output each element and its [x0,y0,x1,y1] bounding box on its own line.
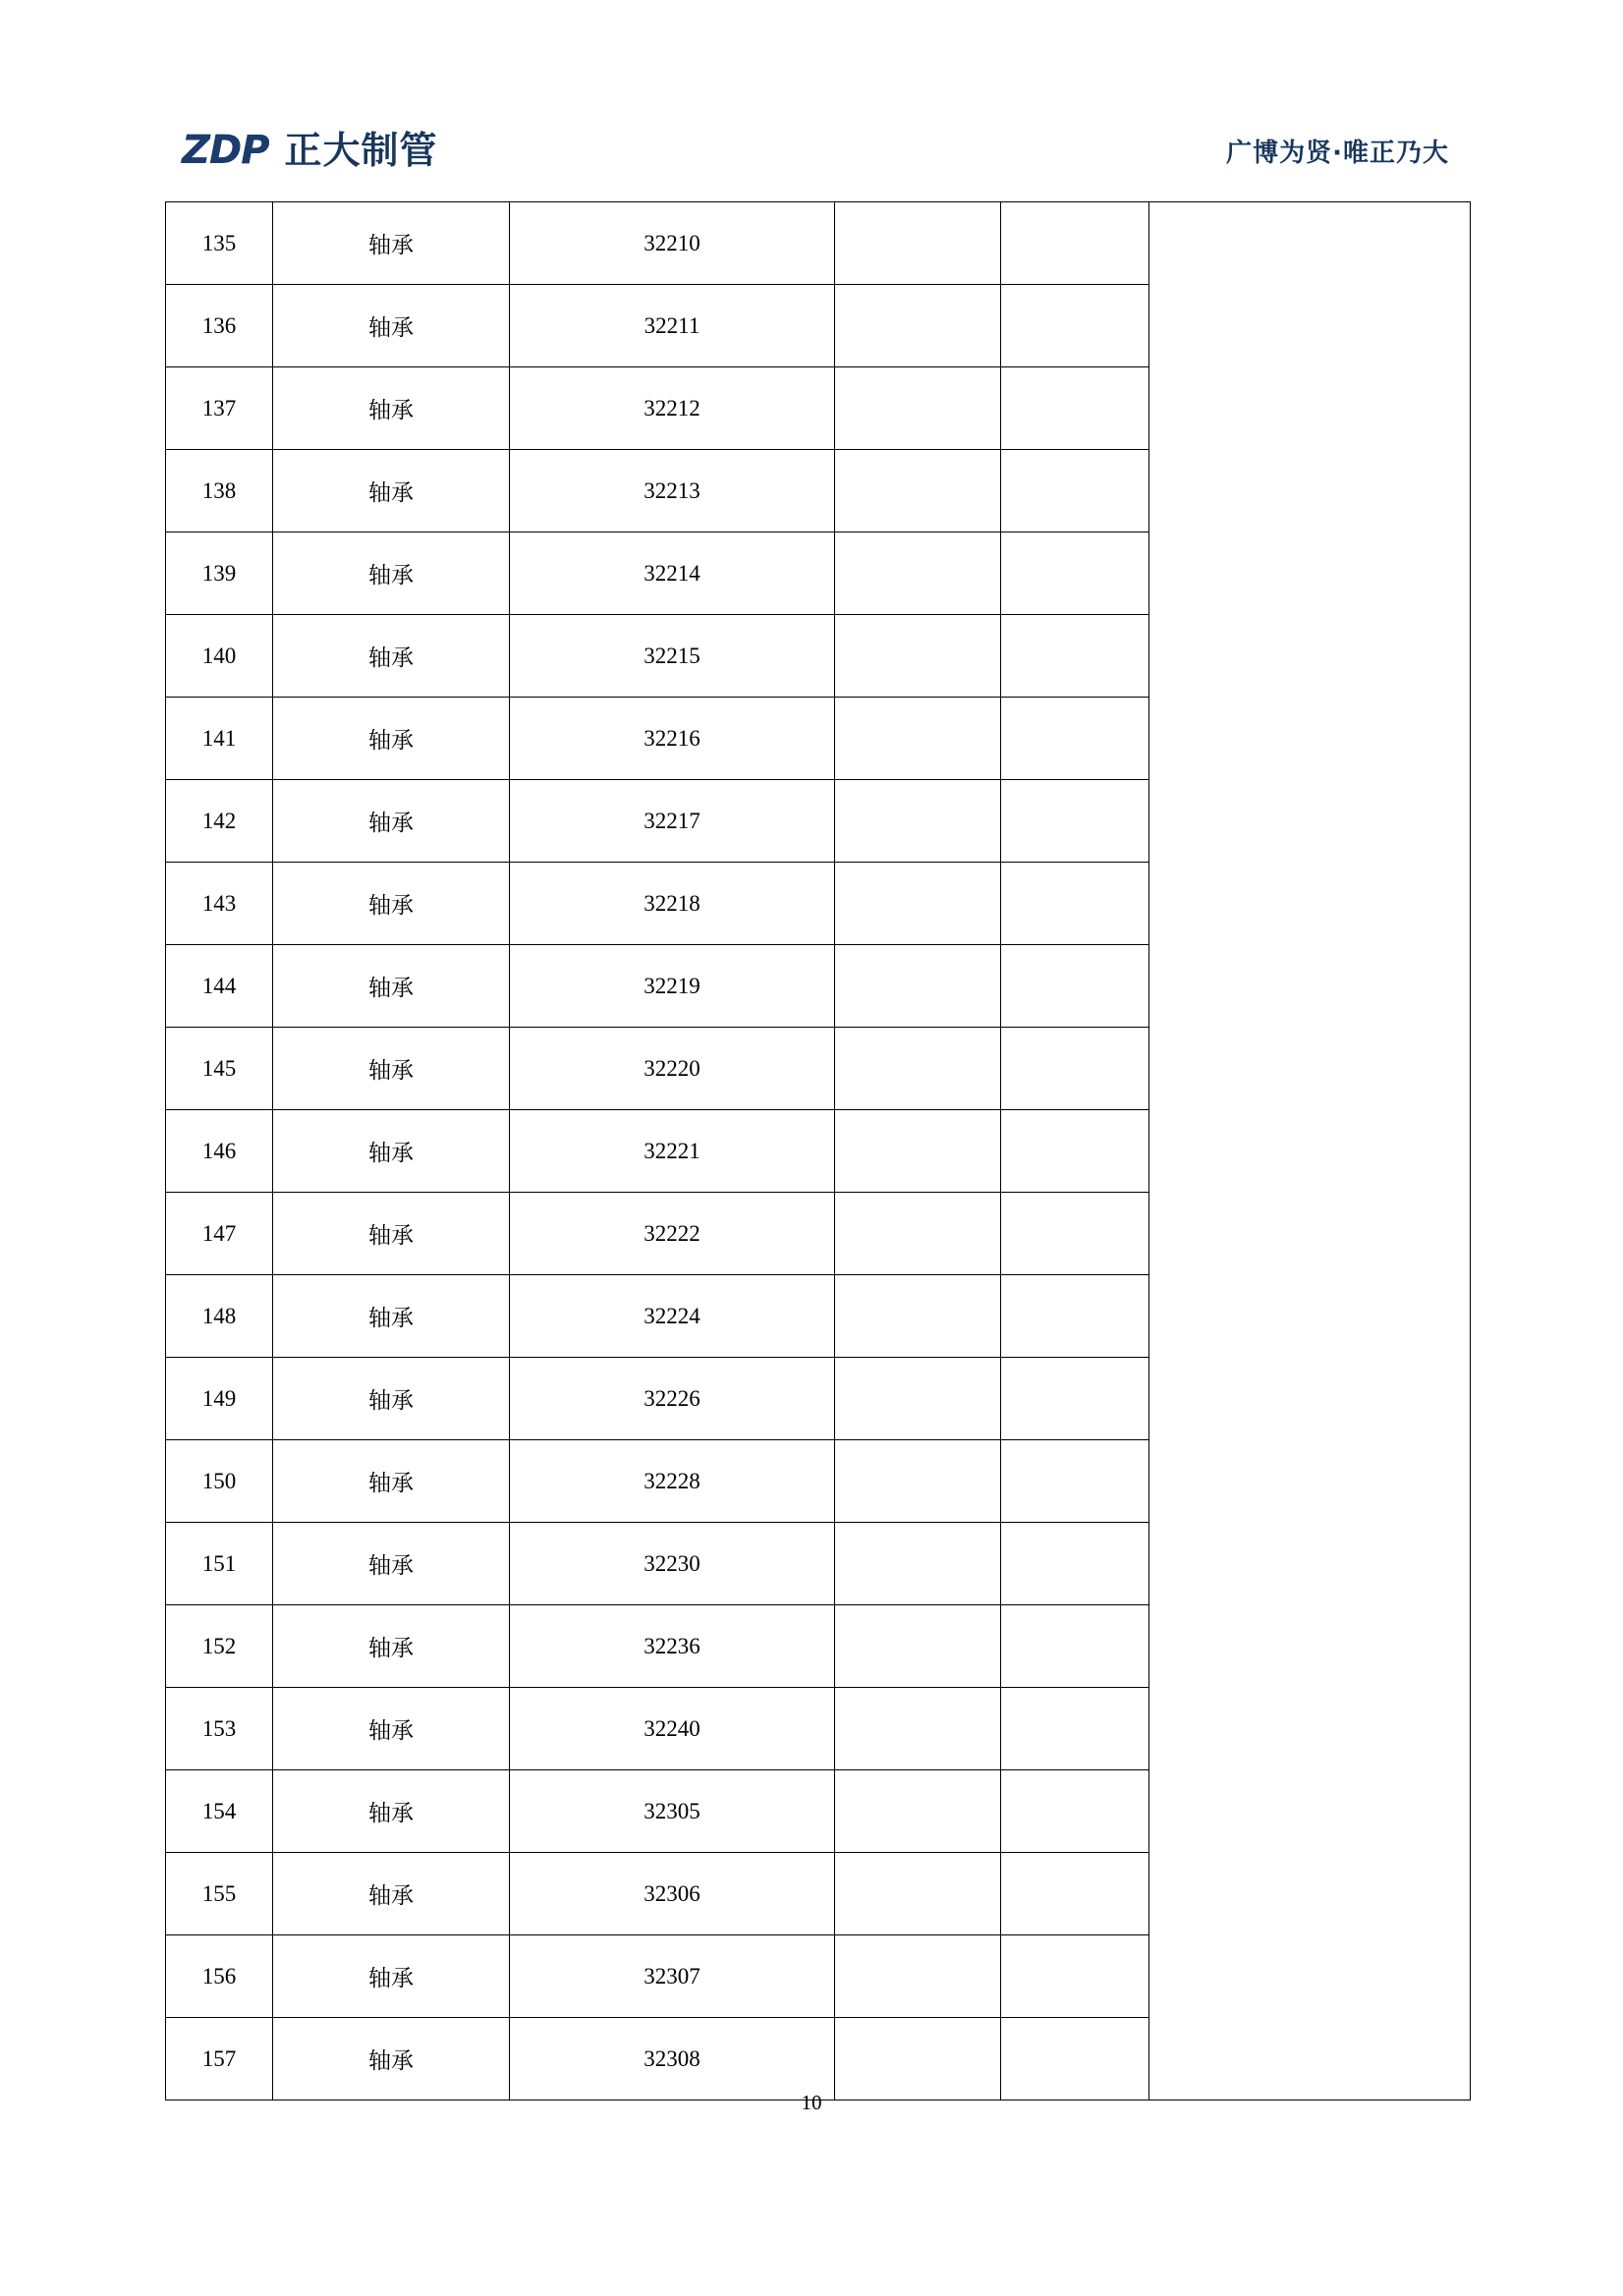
cell-part-name: 轴承 [273,1275,510,1358]
cell-part-name: 轴承 [273,863,510,945]
cell-quantity [1001,780,1149,863]
cell-note [1149,202,1471,2100]
zdp-logo-icon: ZDP [182,128,269,173]
cell-part-model: 32214 [510,532,835,615]
cell-unit [835,202,1001,285]
cell-serial-number: 139 [166,532,273,615]
cell-part-model: 32213 [510,450,835,532]
cell-part-name: 轴承 [273,1110,510,1193]
cell-part-model: 32218 [510,863,835,945]
cell-unit [835,945,1001,1028]
cell-unit [835,1358,1001,1440]
cell-quantity [1001,863,1149,945]
parts-table [165,201,1471,2100]
cell-part-model: 32212 [510,367,835,450]
cell-part-name: 轴承 [273,1605,510,1688]
cell-quantity [1001,285,1149,367]
company-slogan: 广博为贤·唯正乃大 [1226,138,1449,168]
cell-serial-number: 142 [166,780,273,863]
cell-serial-number: 150 [166,1440,273,1523]
cell-unit [835,1193,1001,1275]
cell-unit [835,285,1001,367]
cell-part-model: 32217 [510,780,835,863]
cell-part-model: 32210 [510,202,835,285]
cell-part-name: 轴承 [273,285,510,367]
cell-unit [835,1275,1001,1358]
page-header [182,116,1449,185]
cell-serial-number: 135 [166,202,273,285]
cell-serial-number: 157 [166,2018,273,2100]
cell-part-name: 轴承 [273,202,510,285]
cell-serial-number: 141 [166,698,273,780]
cell-serial-number: 143 [166,863,273,945]
cell-part-name: 轴承 [273,1688,510,1770]
cell-part-name: 轴承 [273,1358,510,1440]
cell-quantity [1001,1028,1149,1110]
cell-serial-number: 153 [166,1688,273,1770]
cell-serial-number: 137 [166,367,273,450]
company-logo [182,128,438,173]
cell-unit [835,1853,1001,1935]
cell-part-model: 32306 [510,1853,835,1935]
cell-unit [835,1523,1001,1605]
cell-serial-number: 149 [166,1358,273,1440]
cell-part-model: 32220 [510,1028,835,1110]
cell-part-name: 轴承 [273,1193,510,1275]
cell-serial-number: 152 [166,1605,273,1688]
cell-part-model: 32222 [510,1193,835,1275]
cell-part-name: 轴承 [273,945,510,1028]
cell-part-name: 轴承 [273,1770,510,1853]
cell-part-name: 轴承 [273,450,510,532]
cell-part-name: 轴承 [273,698,510,780]
cell-part-name: 轴承 [273,1440,510,1523]
cell-part-model: 32216 [510,698,835,780]
cell-unit [835,780,1001,863]
page-number: 10 [801,2091,822,2114]
cell-quantity [1001,532,1149,615]
cell-unit [835,1605,1001,1688]
cell-part-name: 轴承 [273,1523,510,1605]
cell-part-model: 32215 [510,615,835,698]
cell-part-name: 轴承 [273,1935,510,2018]
cell-part-model: 32221 [510,1110,835,1193]
cell-quantity [1001,2018,1149,2100]
cell-unit [835,1110,1001,1193]
cell-quantity [1001,367,1149,450]
cell-part-name: 轴承 [273,532,510,615]
cell-quantity [1001,1193,1149,1275]
cell-part-model: 32230 [510,1523,835,1605]
cell-unit [835,532,1001,615]
table-row [166,202,1471,285]
cell-quantity [1001,945,1149,1028]
cell-part-model: 32211 [510,285,835,367]
cell-part-model: 32219 [510,945,835,1028]
cell-unit [835,2018,1001,2100]
cell-serial-number: 151 [166,1523,273,1605]
company-name: 正大制管 [284,129,438,172]
cell-quantity [1001,1440,1149,1523]
cell-quantity [1001,1358,1149,1440]
cell-serial-number: 147 [166,1193,273,1275]
cell-unit [835,1028,1001,1110]
cell-serial-number: 144 [166,945,273,1028]
cell-part-model: 32240 [510,1688,835,1770]
cell-part-model: 32228 [510,1440,835,1523]
cell-part-name: 轴承 [273,367,510,450]
cell-unit [835,1935,1001,2018]
cell-serial-number: 146 [166,1110,273,1193]
cell-quantity [1001,1935,1149,2018]
cell-unit [835,1770,1001,1853]
cell-quantity [1001,202,1149,285]
cell-part-name: 轴承 [273,2018,510,2100]
cell-part-model: 32308 [510,2018,835,2100]
cell-part-name: 轴承 [273,1028,510,1110]
cell-quantity [1001,1688,1149,1770]
cell-unit [835,1440,1001,1523]
page-footer [0,2091,1623,2115]
cell-part-model: 32224 [510,1275,835,1358]
cell-quantity [1001,1523,1149,1605]
parts-table-container [165,201,1464,2100]
cell-serial-number: 155 [166,1853,273,1935]
cell-part-model: 32307 [510,1935,835,2018]
cell-quantity [1001,1275,1149,1358]
cell-serial-number: 154 [166,1770,273,1853]
cell-quantity [1001,1770,1149,1853]
cell-quantity [1001,450,1149,532]
cell-unit [835,450,1001,532]
cell-unit [835,367,1001,450]
cell-part-model: 32226 [510,1358,835,1440]
cell-unit [835,1688,1001,1770]
cell-quantity [1001,1110,1149,1193]
cell-serial-number: 136 [166,285,273,367]
cell-serial-number: 140 [166,615,273,698]
cell-part-model: 32305 [510,1770,835,1853]
cell-serial-number: 138 [166,450,273,532]
cell-unit [835,698,1001,780]
cell-quantity [1001,615,1149,698]
cell-serial-number: 145 [166,1028,273,1110]
cell-serial-number: 148 [166,1275,273,1358]
cell-unit [835,615,1001,698]
cell-quantity [1001,698,1149,780]
cell-quantity [1001,1605,1149,1688]
cell-part-name: 轴承 [273,780,510,863]
cell-part-name: 轴承 [273,615,510,698]
cell-serial-number: 156 [166,1935,273,2018]
cell-quantity [1001,1853,1149,1935]
cell-part-model: 32236 [510,1605,835,1688]
cell-part-name: 轴承 [273,1853,510,1935]
cell-unit [835,863,1001,945]
